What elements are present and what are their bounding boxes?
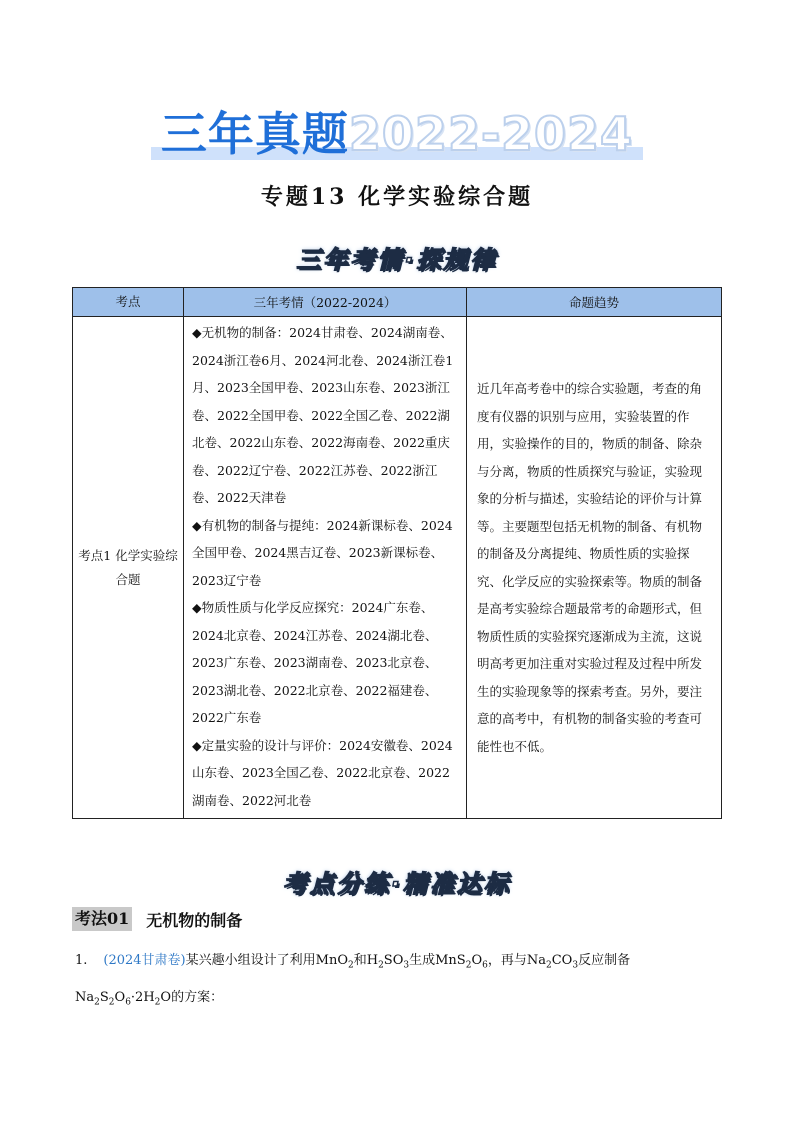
- method-tag: 考法01: [72, 907, 132, 931]
- banner-chinese-text: 三年真题: [160, 107, 349, 161]
- subscript: 2: [378, 960, 384, 971]
- question-text: 反应制备: [578, 953, 631, 968]
- question-text: O: [471, 953, 483, 968]
- question-source: (2024甘肃卷): [103, 953, 186, 968]
- question-text: Na: [75, 989, 95, 1005]
- header-topic: 考点: [73, 288, 184, 317]
- trend-cell: 近几年高考卷中的综合实验题，考查的角度有仪器的识别与应用，实验装置的作用，实验操作的目的，物质的制备、除杂与分离，物质的性质探究与验证，实验现象的分析与描述，实验结论的评价与计算等。主要题型包括无机物的制备、有机物的制备及分离提纯、物质性质的实验探究、化学反应的实验探索等。物质的制备是高考实验综合题最常考的命题形式，但物质性质的实验探究逐渐成为主流，这说明高考更加注重对实验过程及过程中所发生的实验现象等的探索考查。另外，要注意的高考中，有机物的制备实验的考查可能性也不低。: [467, 317, 722, 819]
- exam-entry-inorganic: ◆无机物的制备：2024甘肃卷、2024湖南卷、2024浙江卷6月、2024河北卷、2024浙江卷1月、2023全国甲卷、2023山东卷、2023浙江卷、2022全国甲卷、2022全国乙卷、2022湖北卷、2022山东卷、2022海南卷、2022重庆卷、2022辽宁卷、2022江苏卷、2022浙江卷、2022天津卷: [192, 325, 454, 505]
- topic-title: 专题13 化学实验综合题: [260, 184, 534, 210]
- title-banner: [0, 98, 794, 164]
- question-text: CO: [551, 953, 573, 968]
- method-name: 无机物的制备: [146, 910, 243, 930]
- subscript: 6: [125, 997, 131, 1008]
- question-text: O的方案：: [160, 989, 224, 1005]
- question-text: 生成MnS: [409, 953, 466, 968]
- topic-cell: 考点1 化学实验综合题: [73, 317, 184, 819]
- subscript: 2: [94, 997, 100, 1008]
- header-exams: 三年考情（2022-2024）: [184, 288, 467, 317]
- subscript: 3: [403, 960, 410, 971]
- exam-entry-properties: ◆物质性质与化学反应探究：2024广东卷、2024北京卷、2024江苏卷、2024湖北卷、2023广东卷、2023湖南卷、2023北京卷、2023湖北卷、2022北京卷、2022福建卷、2022广东卷: [192, 600, 438, 725]
- section-banner-trends-text: 三年考情·探规律: [296, 246, 498, 274]
- section-banner-trends: [0, 240, 794, 275]
- subscript: 2: [465, 960, 472, 971]
- table-row: [73, 317, 722, 819]
- subscript: 2: [154, 997, 161, 1008]
- subscript: 2: [545, 960, 552, 971]
- subscript: 6: [482, 960, 488, 971]
- question-number: 1.: [75, 953, 88, 968]
- subscript: 2: [347, 960, 354, 971]
- question-1: [75, 945, 725, 1018]
- table-header-row: [73, 288, 722, 317]
- subscript: 3: [572, 960, 579, 971]
- subscript: 2: [108, 997, 115, 1008]
- question-text: ·2H: [130, 989, 155, 1005]
- exam-entry-quantitative: ◆定量实验的设计与评价：2024安徽卷、2024山东卷、2023全国乙卷、2022北京卷、2022湖南卷、2022河北卷: [192, 737, 453, 808]
- method-header: [72, 907, 242, 931]
- exam-entry-organic: ◆有机物的制备与提纯：2024新课标卷、2024全国甲卷、2024黑吉辽卷、2023新课标卷、2023辽宁卷: [192, 517, 453, 588]
- question-text: SO: [383, 953, 404, 968]
- question-text: 某兴趣小组设计了利用MnO: [185, 953, 348, 968]
- question-text: 和H: [353, 953, 379, 968]
- question-line-1: [75, 945, 725, 982]
- exams-cell: [184, 317, 467, 819]
- question-line-2: [75, 982, 725, 1019]
- section-banner-practice: [0, 864, 794, 899]
- header-trend: 命题趋势: [467, 288, 722, 317]
- exam-summary-table: [72, 287, 722, 819]
- question-text: S: [99, 989, 109, 1005]
- question-text: ，再与Na: [487, 953, 546, 968]
- banner-years-text: 2022-2024: [348, 107, 634, 161]
- section-banner-practice-text: 考点分练·精准达标: [282, 870, 512, 898]
- question-text: O: [114, 989, 126, 1005]
